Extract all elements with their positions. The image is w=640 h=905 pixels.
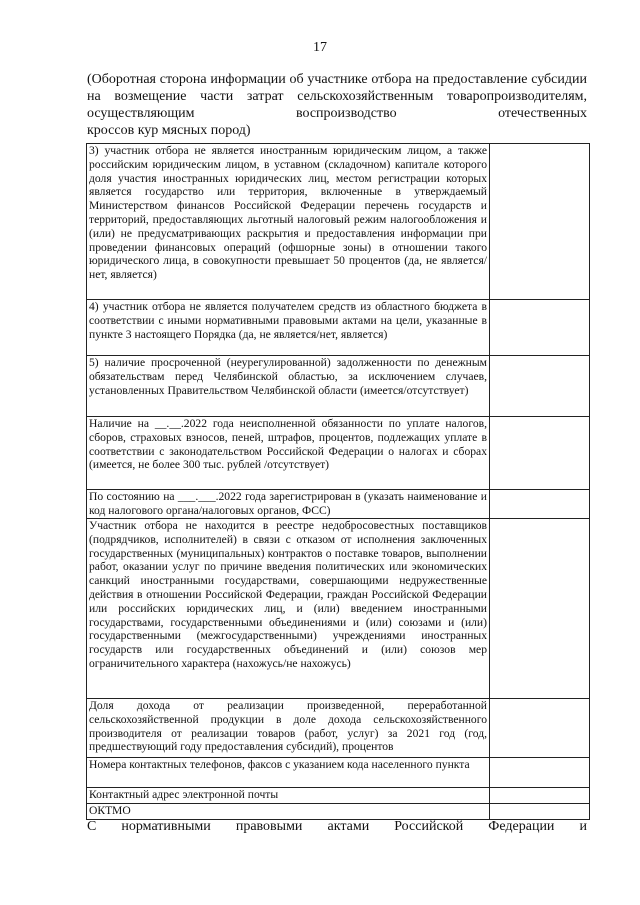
- answer-cell[interactable]: [490, 758, 590, 788]
- row-label: 5) наличие просроченной (неурегулированной) задолженности по денежным обязательствам перед Челябинской областью, за исключением случаев, установленных Правительством Челябинской области (имеется/отсутствует): [87, 356, 490, 417]
- table-row: [87, 356, 590, 417]
- answer-cell[interactable]: [490, 144, 590, 300]
- answer-cell[interactable]: [490, 490, 590, 519]
- table-row: [87, 417, 590, 490]
- table-row: [87, 758, 590, 788]
- table-row: [87, 144, 590, 300]
- table-row: [87, 519, 590, 699]
- row-label: 4) участник отбора не является получателем средств из областного бюджета в соответствии с иными нормативными правовыми актами на цели, указанные в пункте 3 настоящего Порядка (да, не является/нет, является): [87, 300, 490, 356]
- answer-cell[interactable]: [490, 417, 590, 490]
- row-label: По состоянию на ___.___.2022 года зарегистрирован в (указать наименование и код налогового органа/налоговых органов, ФСС): [87, 490, 490, 519]
- row-label: Наличие на __.__.2022 года неисполненной обязанности по уплате налогов, сборов, страховых взносов, пеней, штрафов, процентов, подлежащих уплате в соответствии с законодательством Российской Федерации о налогах и сборах (имеется, не более 300 тыс. рублей /отсутствует): [87, 417, 490, 490]
- row-label: Участник отбора не находится в реестре недобросовестных поставщиков (подрядчиков, исполнителей) в связи с отказом от исполнения заключенных государственных (муниципальных) контрактов о поставке товаров, выполнении работ, оказании услуг по причине введения политических или экономических санкций иностранными государствами, совершающими недружественные действия в отношении Российской Федерации, граждан Российской Федерации или российских юридических лиц, и (или) введением иностранными государствами, государственными объединениями и (или) союзами и (или) государственными (межгосударственными) учреждениями иностранных государств или государственных объединений и (или) союзов мер ограничительного характера (нахожусь/не нахожусь): [87, 519, 490, 699]
- heading-last-line: кроссов кур мясных пород): [87, 123, 251, 138]
- answer-cell[interactable]: [490, 356, 590, 417]
- participant-info-table: [86, 143, 590, 820]
- answer-cell[interactable]: [490, 788, 590, 804]
- footer-paragraph: С нормативными правовыми актами Российской Федерации и: [87, 819, 587, 834]
- answer-cell[interactable]: [490, 300, 590, 356]
- answer-cell[interactable]: [490, 519, 590, 699]
- table-row: [87, 490, 590, 519]
- row-label: 3) участник отбора не является иностранным юридическим лицом, а также российским юридическим лицом, в уставном (складочном) капитале которого доля участия иностранных юридических лиц, местом регистрации которых является государство или территория, включенные в утверждаемый Министерством финансов Российской Федерации перечень государств и территорий, предоставляющих льготный налоговый режим налогообложения и (или) не предусматривающих раскрытия и предоставления информации при проведении финансовых операций (офшорные зоны) в отношении такого юридического лица, в совокупности превышает 50 процентов (да, не является/нет, является): [87, 144, 490, 300]
- row-label: Номера контактных телефонов, факсов с указанием кода населенного пункта: [87, 758, 490, 788]
- row-label: ОКТМО: [87, 804, 490, 820]
- page-number: 17: [313, 40, 327, 55]
- table-row: [87, 788, 590, 804]
- row-label: Контактный адрес электронной почты: [87, 788, 490, 804]
- row-label: Доля дохода от реализации произведенной, переработанной сельскохозяйственной продукции в доле дохода сельскохозяйственного производителя от реализации товаров (работ, услуг) за 2021 год (год, предшествующий году предоставления субсидий), процентов: [87, 699, 490, 758]
- heading-text: (Оборотная сторона информации об участнике отбора на предоставление субсидии на возмещение части затрат сельскохозяйственным товаропроизводителям, осуществляющим воспроизводство отечественных: [87, 72, 587, 121]
- table-row: [87, 300, 590, 356]
- section-heading: [87, 71, 587, 139]
- table-row: [87, 699, 590, 758]
- answer-cell[interactable]: [490, 699, 590, 758]
